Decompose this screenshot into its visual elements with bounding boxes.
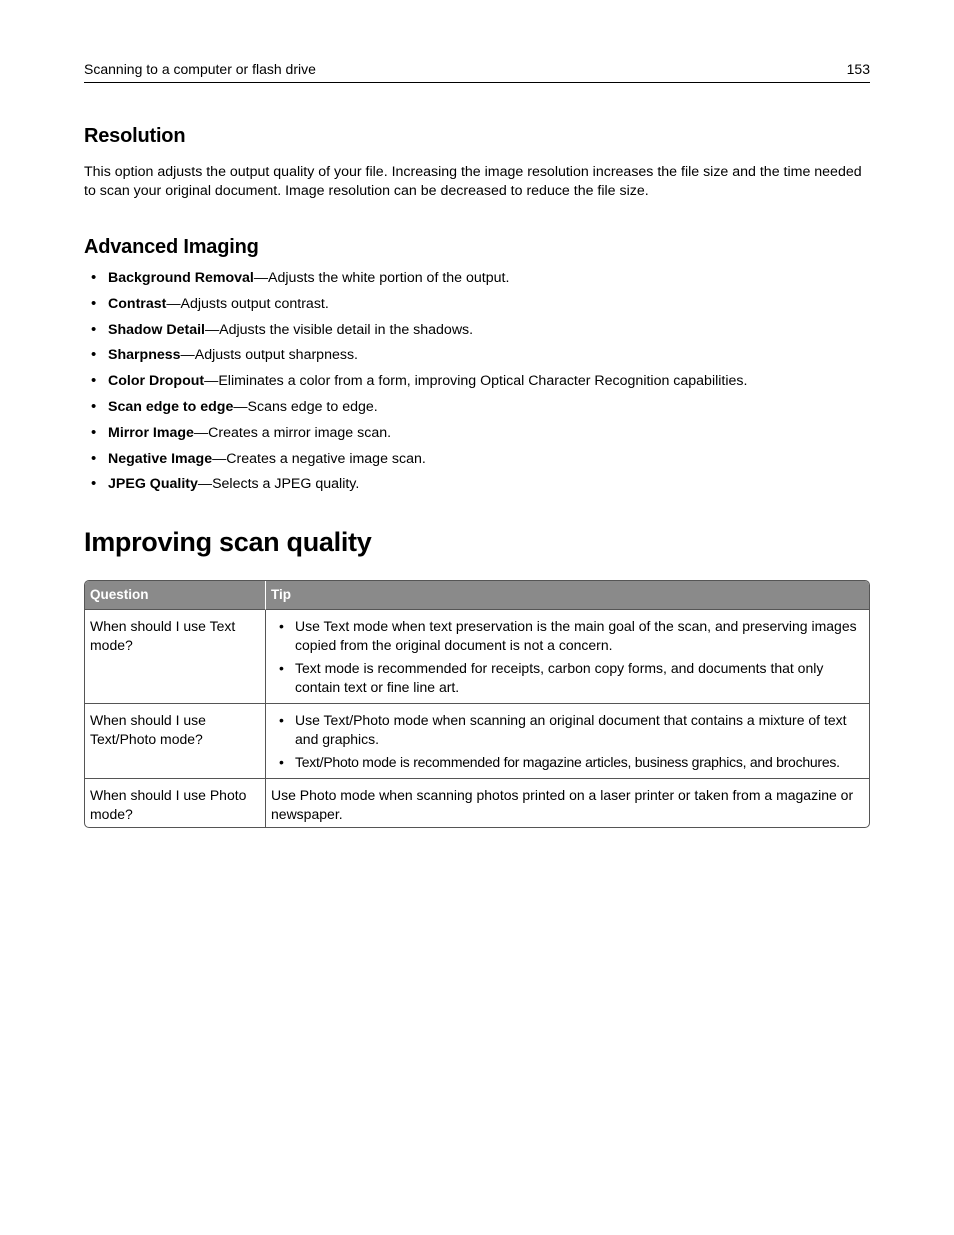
list-item	[84, 371, 870, 397]
table-row	[85, 779, 869, 827]
option-term: Scan edge to edge	[108, 398, 234, 415]
option-term: Contrast	[108, 295, 167, 312]
bullet-icon: •	[279, 660, 284, 676]
scan-quality-table	[84, 580, 870, 828]
list-item	[84, 474, 870, 500]
option-term: Negative Image	[108, 450, 213, 467]
option-term: Shadow Detail	[108, 321, 205, 338]
tip-cell: Use Photo mode when scanning photos printed on a laser printer or taken from a magazine or newspaper.	[271, 787, 854, 822]
tip-text: Use Text/Photo mode when scanning an original document that contains a mixture of text and graphics.	[295, 712, 847, 747]
tip-text: Text/Photo mode is recommended for magazine articles, business graphics, and brochures.	[295, 754, 840, 770]
tip-text: Use Text mode when text preservation is the main goal of the scan, and preserving images copied from the original document is not a concern.	[295, 618, 857, 653]
list-item	[84, 449, 870, 475]
option-description: —Adjusts the visible detail in the shadows.	[204, 321, 474, 338]
running-header	[84, 60, 870, 83]
chapter-title: Scanning to a computer or flash drive	[84, 61, 316, 77]
bullet-icon: •	[279, 712, 284, 728]
table-row	[85, 610, 869, 704]
bullet-icon: •	[279, 618, 284, 634]
bullet-icon: •	[91, 423, 97, 441]
option-description: —Selects a JPEG quality.	[197, 476, 360, 493]
tip-text: Text mode is recommended for receipts, carbon copy forms, and documents that only contain text or fine line art.	[295, 660, 824, 695]
tip-list	[271, 617, 864, 696]
resolution-heading: Resolution	[84, 125, 186, 147]
advanced-imaging-list	[84, 268, 870, 500]
option-description: —Scans edge to edge.	[233, 398, 378, 415]
bullet-icon: •	[91, 397, 97, 415]
option-term: Background Removal	[108, 270, 254, 286]
bullet-icon: •	[91, 346, 97, 364]
question-cell: When should I use Text mode?	[85, 610, 266, 704]
tip-list	[271, 711, 864, 772]
list-item	[84, 397, 870, 423]
list-item	[84, 268, 870, 294]
list-item	[84, 294, 870, 320]
column-header-question: Question	[85, 581, 266, 610]
bullet-icon: •	[91, 320, 97, 338]
question-cell: When should I use Photo mode?	[85, 779, 266, 827]
improving-scan-quality-heading: Improving scan quality	[84, 527, 372, 557]
bullet-icon: •	[91, 475, 97, 493]
bullet-icon: •	[91, 269, 97, 286]
bullet-icon: •	[91, 294, 97, 312]
table-row	[85, 704, 869, 779]
tip-cell	[266, 704, 869, 779]
list-item	[84, 423, 870, 449]
option-term: Sharpness	[108, 347, 181, 364]
option-description: —Creates a mirror image scan.	[193, 424, 392, 441]
list-item	[84, 345, 870, 371]
question-cell: When should I use Text/Photo mode?	[85, 704, 266, 779]
option-term: Color Dropout	[108, 373, 205, 390]
option-description: —Adjusts output sharpness.	[180, 347, 358, 364]
list-item	[84, 320, 870, 346]
page-number: 153	[846, 61, 870, 77]
bullet-icon: •	[91, 372, 97, 390]
option-description: —Creates a negative image scan.	[212, 450, 426, 467]
option-description: —Eliminates a color from a form, improving Optical Character Recognition capabilities.	[204, 373, 748, 390]
column-header-tip: Tip	[266, 581, 869, 610]
table-header-row	[85, 581, 869, 610]
tip-item	[271, 753, 864, 772]
tip-item	[271, 659, 864, 696]
tip-item	[271, 711, 864, 748]
tip-item	[271, 617, 864, 654]
tip-cell	[266, 610, 869, 704]
bullet-icon: •	[91, 449, 97, 467]
bullet-icon: •	[279, 754, 284, 770]
option-term: JPEG Quality	[108, 476, 198, 493]
option-term: Mirror Image	[108, 424, 194, 441]
resolution-paragraph: This option adjusts the output quality of your file. Increasing the image resolution increases the file size and the time needed to scan your original document. Image resolution can be decreased to reduce the file size.	[84, 164, 862, 199]
option-description: —Adjusts output contrast.	[166, 295, 329, 312]
advanced-imaging-heading: Advanced Imaging	[84, 236, 259, 258]
option-description: —Adjusts the white portion of the output.	[253, 270, 510, 286]
